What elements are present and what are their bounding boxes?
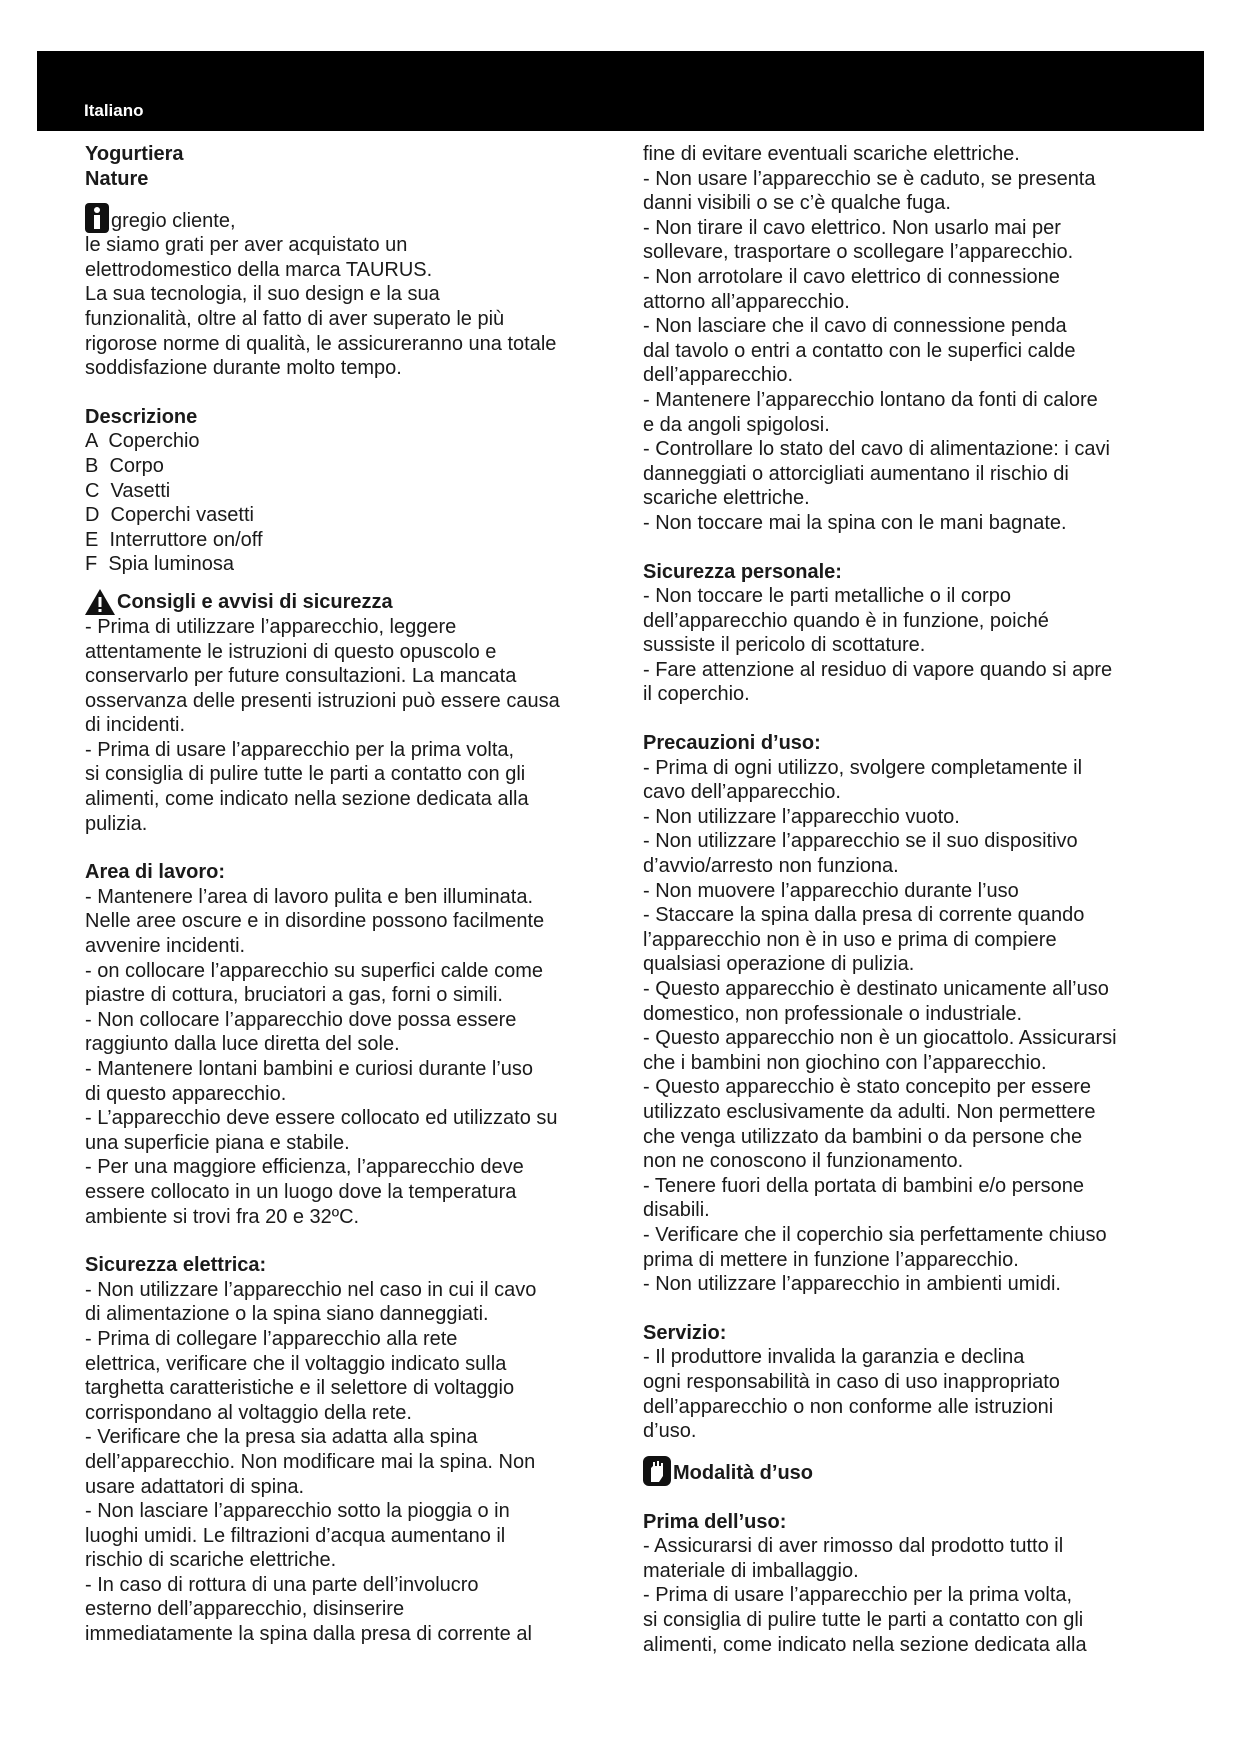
precauzioni-line: che i bambini non giochino con l’apparecchio.	[643, 1051, 1047, 1074]
intro-line: rigorose norme di qualità, le assicureranno una totale	[85, 332, 557, 355]
precauzioni-line: - Tenere fuori della portata di bambini e/o persone	[643, 1174, 1085, 1197]
elettrica-cont-line: e da angoli spigolosi.	[643, 413, 830, 436]
consigli-line: alimenti, come indicato nella sezione dedicata alla	[85, 788, 529, 811]
intro-line: gregio cliente,	[111, 209, 236, 232]
language-label: Italiano	[84, 101, 144, 120]
elettrica-heading: Sicurezza elettrica:	[85, 1254, 267, 1277]
precauzioni-line: qualsiasi operazione di pulizia.	[643, 953, 915, 976]
elettrica-cont-line: dal tavolo o entri a contatto con le superfici calde	[643, 339, 1076, 362]
area-line: - Mantenere l’area di lavoro pulita e ben illuminata.	[85, 885, 534, 908]
elettrica-cont-line: dell’apparecchio.	[643, 364, 794, 387]
precauzioni-line: disabili.	[643, 1199, 710, 1222]
product-title-line1: Yogurtiera	[85, 143, 184, 165]
elettrica-line: corrispondano al voltaggio della rete.	[85, 1401, 412, 1424]
intro-line: soddisfazione durante molto tempo.	[85, 357, 402, 380]
elettrica-line: usare adattatori di spina.	[85, 1475, 305, 1498]
consigli-line: osservanza delle presenti istruzioni può essere causa	[85, 689, 560, 712]
precauzioni-line: utilizzato esclusivamente da adulti. Non permettere	[643, 1100, 1096, 1123]
modalita-heading-row	[643, 1456, 1183, 1486]
prima-line: si consiglia di pulire tutte le parti a contatto con gli	[643, 1609, 1084, 1632]
precauzioni-line: - Non muovere l’apparecchio durante l’uso	[643, 879, 1019, 902]
header-bar	[37, 51, 1204, 131]
consigli-line: - Prima di utilizzare l’apparecchio, leggere	[85, 615, 457, 638]
personale-line: - Fare attenzione al residuo di vapore quando si apre	[643, 658, 1113, 681]
precauzioni-line: domestico, non professionale o industriale.	[643, 1002, 1023, 1025]
hand-icon	[643, 1456, 671, 1486]
elettrica-line: - Non lasciare l’apparecchio sotto la pioggia o in	[85, 1500, 510, 1523]
area-line: essere collocato in un luogo dove la temperatura	[85, 1180, 517, 1203]
elettrica-cont-line: - Mantenere l’apparecchio lontano da fonti di calore	[643, 388, 1098, 411]
precauzioni-line: - Staccare la spina dalla presa di corrente quando	[643, 904, 1085, 927]
consigli-heading: Consigli e avvisi di sicurezza	[117, 591, 393, 614]
area-line: di questo apparecchio.	[85, 1082, 287, 1105]
area-line: una superficie piana e stabile.	[85, 1131, 350, 1154]
parts-list-item: A Coperchio	[85, 430, 200, 453]
elettrica-line: - In caso di rottura di una parte dell’involucro	[85, 1573, 479, 1596]
elettrica-cont-line: - Non toccare mai la spina con le mani bagnate.	[643, 511, 1067, 534]
precauzioni-line: che venga utilizzato da bambini o da persone che	[643, 1125, 1083, 1148]
elettrica-cont-line: - Non lasciare che il cavo di connessione penda	[643, 315, 1067, 338]
elettrica-cont-line: - Non arrotolare il cavo elettrico di connessione	[643, 265, 1060, 288]
area-line: piastre di cottura, bruciatori a gas, forni o simili.	[85, 984, 503, 1007]
area-line: - on collocare l’apparecchio su superfici calde come	[85, 959, 544, 982]
precauzioni-line: - Prima di ogni utilizzo, svolgere completamente il	[643, 756, 1083, 779]
intro-line: le siamo grati per aver acquistato un	[85, 234, 408, 257]
area-line: ambiente si trovi fra 20 e 32ºC.	[85, 1205, 360, 1228]
precauzioni-line: d’avvio/arresto non funziona.	[643, 855, 899, 878]
precauzioni-heading: Precauzioni d’uso:	[643, 732, 821, 755]
parts-list-item: B Corpo	[85, 454, 164, 477]
personale-line: il coperchio.	[643, 683, 750, 706]
consigli-line: - Prima di usare l’apparecchio per la prima volta,	[85, 738, 515, 761]
servizio-line: - Il produttore invalida la garanzia e declina	[643, 1346, 1025, 1369]
precauzioni-line: prima di mettere in funzione l’apparecchio.	[643, 1248, 1019, 1271]
warning-icon	[85, 589, 115, 615]
servizio-line: ogni responsabilità in caso di uso inappropriato	[643, 1370, 1060, 1393]
prima-heading: Prima dell’uso:	[643, 1510, 787, 1533]
area-line: raggiunto dalla luce diretta del sole.	[85, 1033, 400, 1056]
prima-line: - Assicurarsi di aver rimosso dal prodotto tutto il	[643, 1535, 1064, 1558]
elettrica-line: elettrica, verificare che il voltaggio indicato sulla	[85, 1352, 507, 1375]
intro-line: La sua tecnologia, il suo design e la sua	[85, 283, 440, 306]
personale-line: - Non toccare le parti metalliche o il corpo	[643, 585, 1011, 608]
parts-list-item: D Coperchi vasetti	[85, 504, 254, 527]
elettrica-cont-line: - Controllare lo stato del cavo di alimentazione: i cavi	[643, 438, 1110, 461]
precauzioni-line: - Verificare che il coperchio sia perfettamente chiuso	[643, 1223, 1107, 1246]
elettrica-cont-line: - Non tirare il cavo elettrico. Non usarlo mai per	[643, 216, 1061, 239]
prima-line: - Prima di usare l’apparecchio per la prima volta,	[643, 1584, 1073, 1607]
elettrica-line: esterno dell’apparecchio, disinserire	[85, 1598, 405, 1621]
area-heading: Area di lavoro:	[85, 861, 226, 884]
elettrica-line: rischio di scariche elettriche.	[85, 1549, 337, 1572]
elettrica-cont-line: sollevare, trasportare o scollegare l’apparecchio.	[643, 241, 1074, 264]
elettrica-cont-line: danneggiati o attorcigliati aumentano il rischio di	[643, 462, 1069, 485]
consigli-line: si consiglia di pulire tutte le parti a contatto con gli	[85, 763, 526, 786]
elettrica-line: - Non utilizzare l’apparecchio nel caso in cui il cavo	[85, 1278, 537, 1301]
precauzioni-line: l’apparecchio non è in uso e prima di compiere	[643, 928, 1057, 951]
precauzioni-line: - Non utilizzare l’apparecchio vuoto.	[643, 805, 960, 828]
area-line: Nelle aree oscure e in disordine possono facilmente	[85, 910, 545, 933]
precauzioni-line: - Questo apparecchio non è un giocattolo. Assicurarsi	[643, 1027, 1117, 1050]
precauzioni-line: - Questo apparecchio è destinato unicamente all’uso	[643, 978, 1109, 1000]
precauzioni-line: - Non utilizzare l’apparecchio in ambienti umidi.	[643, 1273, 1061, 1296]
precauzioni-line: non ne conoscono il funzionamento.	[643, 1150, 964, 1173]
area-line: - Mantenere lontani bambini e curiosi durante l’uso	[85, 1058, 534, 1080]
area-line: - Non collocare l’apparecchio dove possa essere	[85, 1008, 517, 1031]
elettrica-line: di alimentazione o la spina siano danneggiati.	[85, 1303, 489, 1326]
precauzioni-line: - Non utilizzare l’apparecchio se il suo dispositivo	[643, 830, 1078, 853]
consigli-line: di incidenti.	[85, 714, 186, 737]
area-line: - L’apparecchio deve essere collocato ed utilizzato su	[85, 1107, 558, 1130]
area-line: - Per una maggiore efficienza, l’apparecchio deve	[85, 1156, 524, 1179]
consigli-heading-row	[85, 589, 615, 615]
parts-list-item: E Interruttore on/off	[85, 528, 263, 551]
area-line: avvenire incidenti.	[85, 935, 246, 958]
parts-list-item: C Vasetti	[85, 479, 171, 502]
elettrica-line: - Prima di collegare l’apparecchio alla rete	[85, 1327, 458, 1350]
consigli-line: conservarlo per future consultazioni. La mancata	[85, 665, 517, 688]
consigli-line: attentamente le istruzioni di questo opuscolo e	[85, 640, 497, 663]
servizio-heading: Servizio:	[643, 1321, 727, 1344]
descrizione-heading: Descrizione	[85, 405, 198, 428]
product-title-line2: Nature	[85, 167, 149, 190]
intro-line: funzionalità, oltre al fatto di aver superato le più	[85, 307, 505, 330]
right-column	[643, 142, 1183, 1657]
intro-first-line	[85, 203, 615, 233]
info-icon	[85, 203, 109, 233]
elettrica-line: luoghi umidi. Le filtrazioni d’acqua aumentano il	[85, 1524, 506, 1547]
left-column	[85, 142, 615, 1647]
elettrica-cont-line: fine di evitare eventuali scariche elettriche.	[643, 143, 1020, 165]
prima-line: materiale di imballaggio.	[643, 1559, 859, 1582]
intro-line: elettrodomestico della marca TAURUS.	[85, 258, 433, 281]
prima-line: alimenti, come indicato nella sezione dedicata alla	[643, 1633, 1087, 1656]
servizio-line: dell’apparecchio o non conforme alle istruzioni	[643, 1395, 1054, 1418]
modalita-heading: Modalità d’uso	[673, 1462, 813, 1485]
personale-line: sussiste il pericolo di scottature.	[643, 634, 926, 657]
elettrica-line: targhetta caratteristiche e il selettore di voltaggio	[85, 1377, 515, 1400]
precauzioni-line: cavo dell’apparecchio.	[643, 781, 841, 804]
elettrica-cont-line: - Non usare l’apparecchio se è caduto, se presenta	[643, 167, 1096, 190]
servizio-line: d’uso.	[643, 1420, 697, 1443]
elettrica-cont-line: attorno all’apparecchio.	[643, 290, 850, 313]
personale-line: dell’apparecchio quando è in funzione, poiché	[643, 609, 1049, 632]
parts-list-item: F Spia luminosa	[85, 553, 234, 576]
elettrica-line: immediatamente la spina dalla presa di corrente al	[85, 1623, 532, 1646]
elettrica-line: - Verificare che la presa sia adatta alla spina	[85, 1426, 478, 1449]
precauzioni-line: - Questo apparecchio è stato concepito per essere	[643, 1076, 1092, 1099]
elettrica-line: dell’apparecchio. Non modificare mai la spina. Non	[85, 1450, 536, 1473]
personale-heading: Sicurezza personale:	[643, 560, 842, 583]
elettrica-cont-line: danni visibili o se c’è qualche fuga.	[643, 192, 951, 215]
consigli-line: pulizia.	[85, 812, 148, 835]
elettrica-cont-line: scariche elettriche.	[643, 487, 810, 510]
